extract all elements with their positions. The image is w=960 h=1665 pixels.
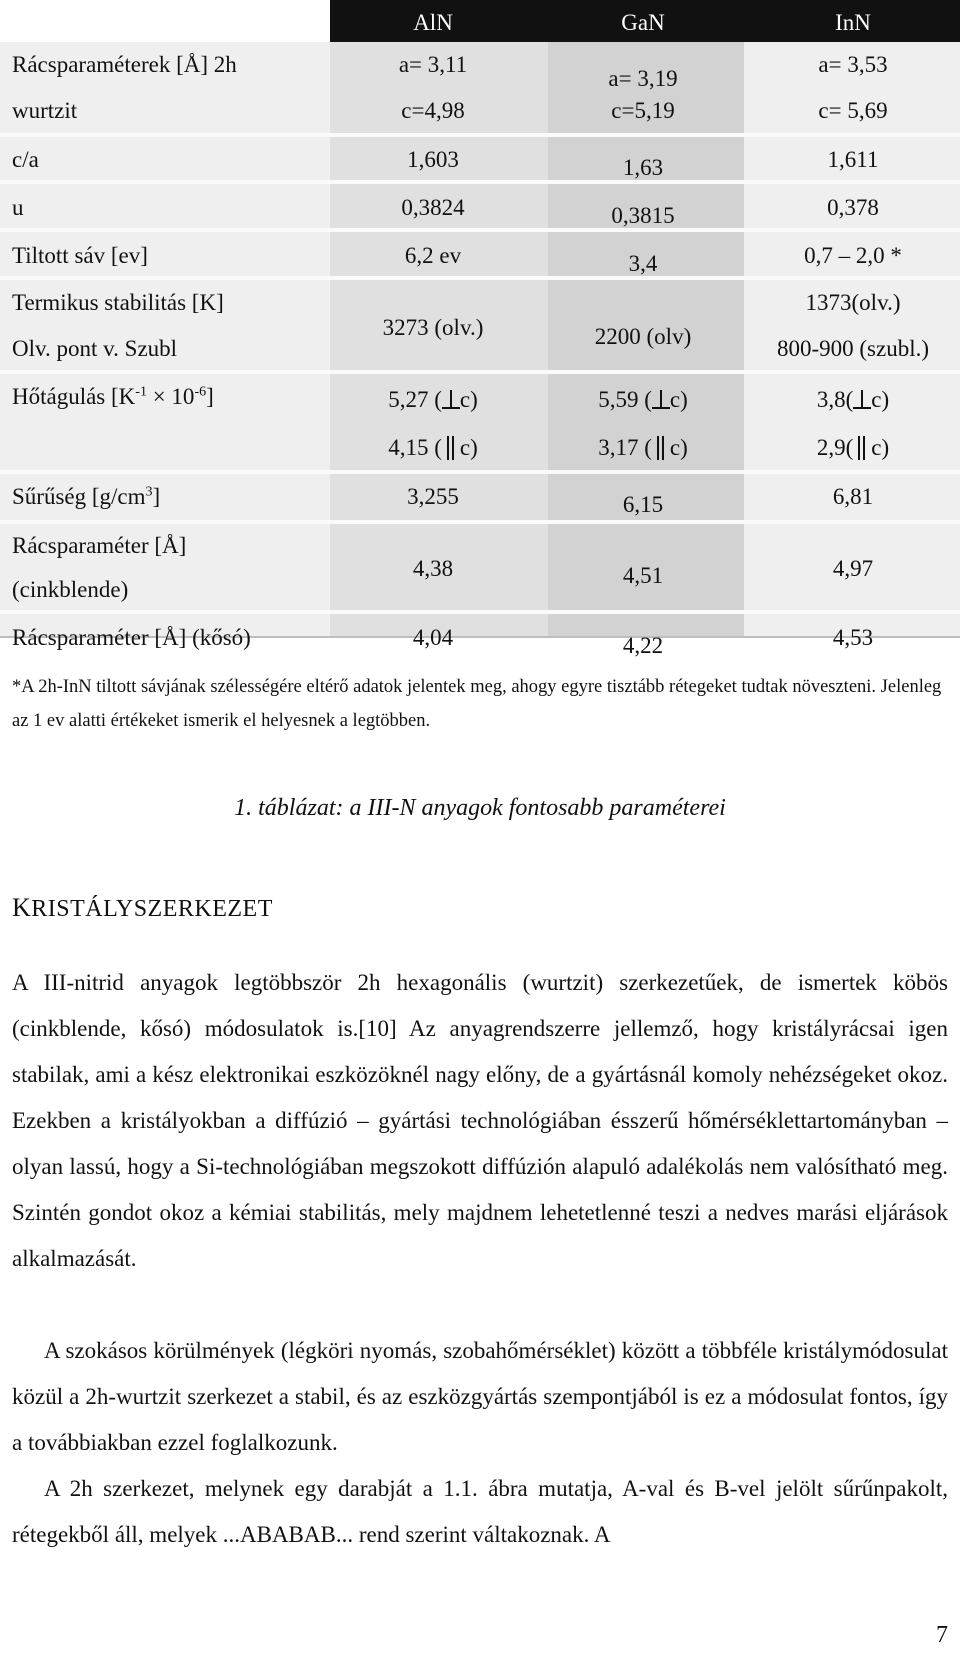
aln-value: c=4,98 (401, 98, 465, 123)
row-label: Termikus stabilitás [K] (12, 290, 224, 315)
row-label: Rácsparaméter [Å] (kősó) (12, 625, 251, 650)
aln-value: a= 3,11 (398, 52, 468, 77)
row-label-density: Sűrűség $[g/cm^3]$ (12, 484, 161, 509)
row-label: Rácsparaméter [Å] (12, 533, 187, 558)
table-header-left (0, 0, 330, 42)
row-label: wurtzit (12, 98, 78, 123)
gan-value: 0,3815 (611, 203, 675, 228)
inn-value: 3,8( c) (816, 387, 890, 412)
gan-value: 4,51 (622, 563, 664, 588)
section-heading: KRISTÁLYSZERKEZET (12, 893, 273, 922)
parameters-table (0, 0, 960, 668)
row-label: Tiltott sáv [ev] (12, 243, 148, 268)
aln-value: 4,38 (412, 556, 454, 581)
row-label: Rácsparaméterek [Å] 2h (12, 52, 237, 77)
inn-value: 0,7 – 2,0 * (804, 243, 902, 268)
inn-value: c= 5,69 (818, 98, 888, 123)
inn-value: 2,9( c) (816, 435, 890, 460)
gan-value: 2200 (olv) (594, 324, 692, 349)
gan-value: 3,4 (628, 251, 658, 276)
row-separator (0, 228, 960, 232)
gan-value: 1,63 (622, 155, 664, 180)
page-number: 7 (936, 1622, 948, 1648)
row-separator (0, 610, 960, 614)
table-footnote: *A 2h-InN tiltott sávjának szélességére eltérő adatok jelentek meg, ahogy egyre tisztább rétegeket tudtak növeszteni. Jelenleg az 1 ev alatti értékeket ismerik el helyesnek a legtöbben. (12, 677, 942, 731)
gan-value: 6,15 (622, 492, 664, 517)
row-label-thermal-expansion: Hőtágulás $[K^{-1} \times 10^{-6}]$ (12, 384, 214, 409)
body-paragraph: A szokásos körülmények (légköri nyomás, szobahőmérséklet) között a többféle kristálymódosulat közül a 2h-wurtzit szerkezet a stabil, és az eszközgyártás szempontjából is ez a módosulat fontos, így a továbbiakban ezzel foglalkozunk. (12, 1338, 948, 1455)
aln-value: 5,27 ( c) (388, 387, 478, 412)
row-label: u (12, 195, 24, 220)
table-caption: 1. táblázat: a III-N anyagok fontosabb paraméterei (234, 795, 726, 821)
perpendicular-icon (652, 388, 670, 410)
perpendicular-icon (442, 388, 460, 410)
aln-value: 0,3824 (401, 195, 465, 220)
row-separator (0, 370, 960, 374)
row-separator (0, 180, 960, 184)
gan-value: 3,17 ( c) (598, 435, 688, 460)
inn-value: 1373(olv.) (805, 290, 901, 315)
inn-value: 4,53 (832, 625, 874, 650)
gan-value: a= 3,19 (608, 66, 678, 91)
parallel-icon (442, 436, 460, 458)
aln-value: 1,603 (407, 147, 459, 172)
inn-value: 0,378 (827, 195, 879, 220)
inn-value: 4,97 (832, 556, 874, 581)
row-separator (0, 133, 960, 137)
row-label: c/a (12, 147, 39, 172)
inn-value: 6,81 (832, 484, 874, 509)
row-label: (cinkblende) (12, 577, 129, 602)
body-paragraph: A 2h szerkezet, melynek egy darabját a 1.1. ábra mutatja, A-val és B-vel jelölt sűrűnpakolt, rétegekből áll, melyek ...ABABAB... rend szerint váltakoznak. A (12, 1476, 948, 1547)
row-separator (0, 470, 960, 474)
gan-value: 5,59 ( c) (598, 387, 688, 412)
body-paragraph: A III-nitrid anyagok legtöbbször 2h hexagonális (wurtzit) szerkezetűek, de ismertek köbös (cinkblende, kősó) módosulatok is.[10] Az anyagrendszerre jellemző, hogy kristályrácsai igen stabilak, ami a kész elektronikai eszközöknél nagy előny, de a gyártásnál komoly nehézségeket okoz. Ezekben a kristályokban a diffúzió – gyártási technológiában ésszerű hőmérséklettartományban – olyan lassú, hogy a Si-technológiában megszokott diffúzión alapuló adalékolás nem valósítható meg. Szintén gondot okoz a kémiai stabilitás, mely majdnem lehetetlenné teszi a nedves marási eljárások alkalmazását. (12, 970, 948, 1271)
aln-value: 4,04 (412, 625, 454, 650)
header-aln: AlN (413, 10, 453, 35)
inn-value: 800-900 (szubl.) (776, 336, 930, 361)
inn-value: 1,611 (827, 147, 879, 172)
aln-value: 6,2 ev (404, 243, 462, 268)
row-label: Olv. pont v. Szubl (12, 336, 178, 361)
gan-value: c=5,19 (611, 98, 675, 123)
perpendicular-icon (853, 388, 871, 410)
parallel-icon (853, 436, 871, 458)
row-separator (0, 520, 960, 524)
header-gan: GaN (621, 10, 665, 35)
aln-value: 4,15 ( c) (388, 435, 478, 460)
inn-value: a= 3,53 (818, 52, 888, 77)
gan-value: 4,22 (622, 633, 664, 658)
row-separator (0, 276, 960, 280)
aln-value: 3273 (olv.) (382, 315, 484, 340)
parallel-icon (652, 436, 670, 458)
aln-value: 3,255 (407, 484, 459, 509)
header-inn: InN (835, 10, 871, 35)
